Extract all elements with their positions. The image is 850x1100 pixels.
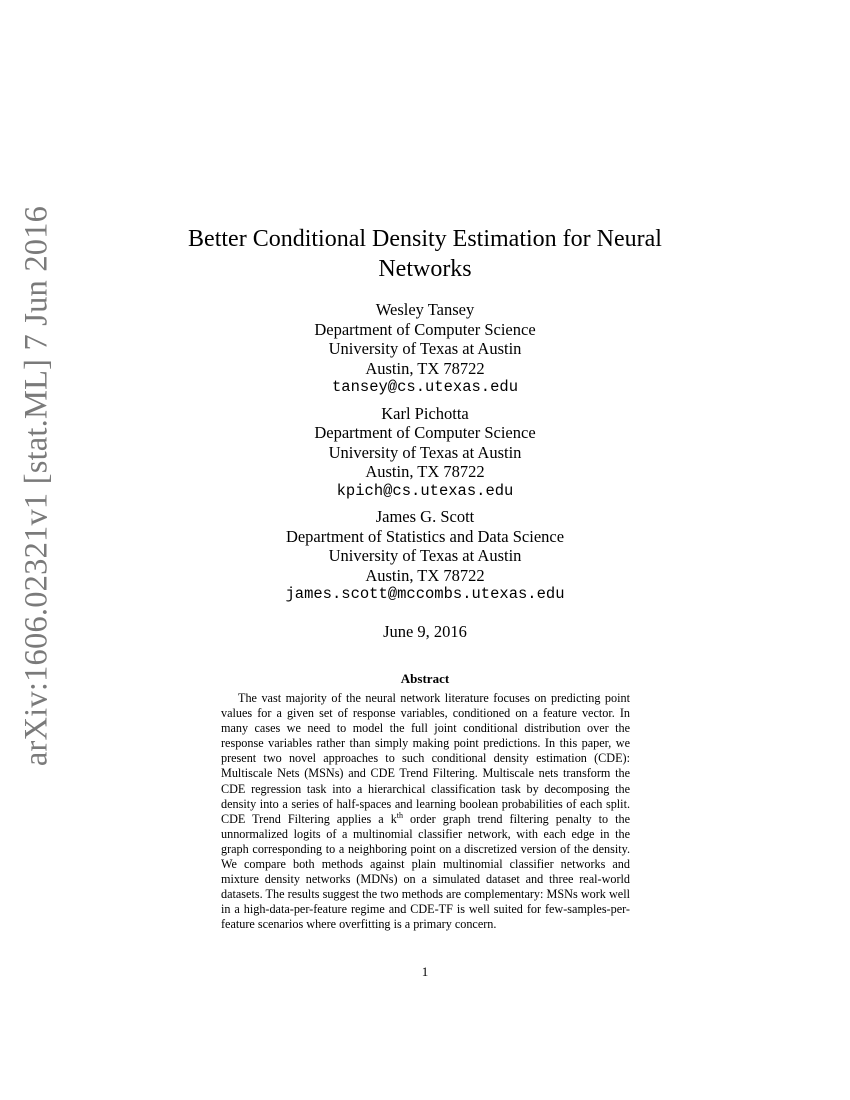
abstract-text-part2: order graph trend filtering penalty to the unnormalized logits of a multinomial classifier network, with each edge in the graph corresponding to a neighboring point on a discretized version of the density. We compare both methods against plain multinomial classifier networks and mixture density networks (MDNs) on a simulated dataset and three real-world datasets. The results suggest the two methods are complementary: MSNs work well in a high-data-per-feature regime and CDE-TF is well suited for few-samples-per-feature scenarios where overfitting is a primary concern. <box>221 811 630 932</box>
author-location: Austin, TX 78722 <box>365 358 485 378</box>
author-department: Department of Computer Science <box>314 423 536 442</box>
author-email: james.scott@mccombs.utexas.edu <box>285 585 565 603</box>
author-name: James G. Scott <box>375 507 475 526</box>
author-name: Wesley Tansey <box>375 300 475 319</box>
abstract-text-part1: The vast majority of the neural network literature focuses on predicting point values for a given set of response variables, conditioned on a feature vector. In many cases we need to model the full joint conditional distribution over the response variables rather than simply making point predictions. In this paper, we present two novel approaches to such conditional density estimation (CDE): Multiscale Nets (MSNs) and CDE Trend Filtering. Multiscale nets transform the CDE regression task into a hierarchical classification task by decomposing the density into a series of half-spaces and learning boolean probabilities of each split. CDE Trend Filtering applies a k <box>221 691 630 826</box>
author-department: Department of Statistics and Data Science <box>285 526 565 546</box>
author-department: Department of Computer Science <box>314 319 536 339</box>
arxiv-identifier-stamp: arXiv:1606.02321v1 [stat.ML] 7 Jun 2016 <box>18 205 55 767</box>
paper-title: Better Conditional Density Estimation for Neural Networks <box>188 226 662 282</box>
author-block <box>150 300 700 398</box>
author-email: tansey@cs.utexas.edu <box>331 378 519 396</box>
abstract-text <box>221 691 630 933</box>
author-university: University of Texas at Austin <box>328 442 522 462</box>
publication-date: June 9, 2016 <box>383 622 467 641</box>
author-list <box>150 300 700 611</box>
author-block <box>150 507 700 605</box>
author-name: Karl Pichotta <box>381 403 469 423</box>
author-university: University of Texas at Austin <box>328 339 522 358</box>
abstract-superscript: th <box>396 810 404 820</box>
author-university: University of Texas at Austin <box>328 546 522 565</box>
author-location: Austin, TX 78722 <box>365 565 485 585</box>
abstract-heading: Abstract <box>400 671 450 686</box>
page-number: 1 <box>421 964 429 979</box>
author-block <box>150 404 700 502</box>
author-location: Austin, TX 78722 <box>365 462 485 481</box>
author-email: kpich@cs.utexas.edu <box>336 481 514 500</box>
